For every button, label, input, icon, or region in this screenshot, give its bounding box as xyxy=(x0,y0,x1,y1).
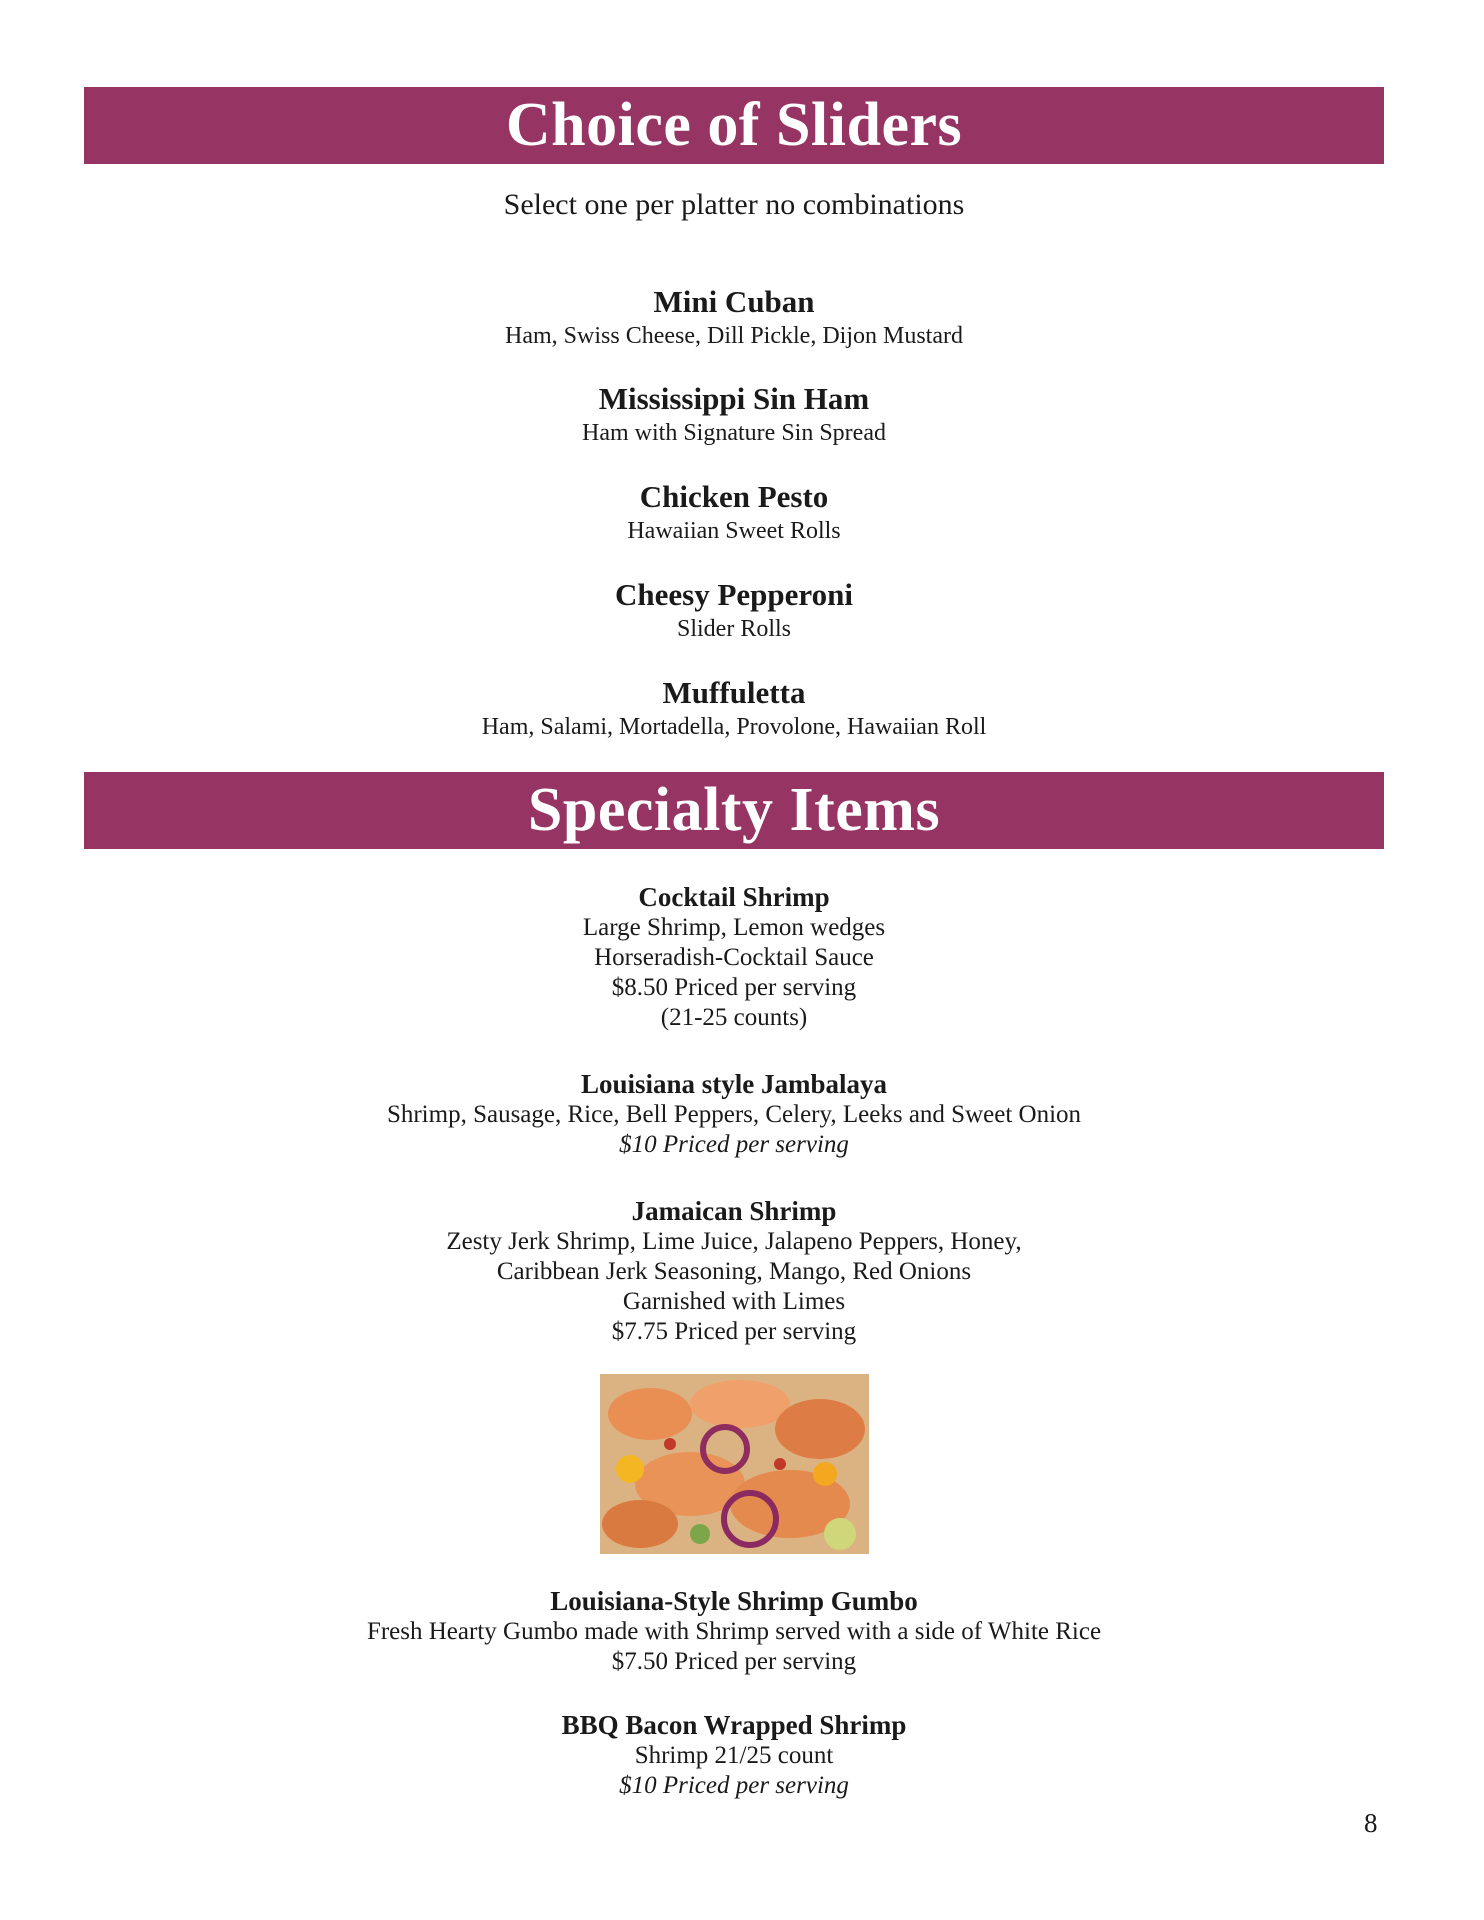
slider-desc: Ham, Swiss Cheese, Dill Pickle, Dijon Mustard xyxy=(505,323,963,349)
section-heading-specialty: Specialty Items xyxy=(84,772,1384,849)
specialty-line: Fresh Hearty Gumbo made with Shrimp served with a side of White Rice xyxy=(366,1618,1102,1645)
slider-name: Mississippi Sin Ham xyxy=(598,381,870,416)
specialty-line: Large Shrimp, Lemon wedges xyxy=(582,914,886,941)
specialty-item xyxy=(0,1195,1468,1347)
specialty-name: Louisiana-Style Shrimp Gumbo xyxy=(550,1586,918,1616)
sliders-subtitle: Select one per platter no combinations xyxy=(503,188,965,221)
specialty-price: $10 Priced per serving xyxy=(619,1772,849,1799)
slider-desc: Ham, Salami, Mortadella, Provolone, Hawaiian Roll xyxy=(481,714,987,740)
specialty-line: Zesty Jerk Shrimp, Lime Juice, Jalapeno Peppers, Honey, xyxy=(446,1228,1022,1255)
section-heading-sliders: Choice of Sliders xyxy=(84,87,1384,164)
slider-item xyxy=(0,575,1468,643)
slider-name: Cheesy Pepperoni xyxy=(615,577,853,612)
specialty-item xyxy=(0,881,1468,1033)
shrimp-dish-image xyxy=(600,1374,869,1554)
specialty-price: $7.50 Priced per serving xyxy=(611,1648,857,1675)
specialty-name: Cocktail Shrimp xyxy=(638,882,830,912)
specialty-line: Shrimp 21/25 count xyxy=(634,1742,834,1769)
specialty-line: Caribbean Jerk Seasoning, Mango, Red Onions xyxy=(496,1258,972,1285)
specialty-name: Louisiana style Jambalaya xyxy=(580,1069,888,1099)
specialty-name: BBQ Bacon Wrapped Shrimp xyxy=(561,1710,907,1740)
specialty-line: Shrimp, Sausage, Rice, Bell Peppers, Celery, Leeks and Sweet Onion xyxy=(386,1101,1082,1128)
slider-name: Mini Cuban xyxy=(653,284,815,319)
specialty-item xyxy=(0,1709,1468,1801)
specialty-item xyxy=(0,1585,1468,1677)
specialty-line: Horseradish-Cocktail Sauce xyxy=(594,944,874,971)
slider-item xyxy=(0,379,1468,447)
specialty-price: $8.50 Priced per serving xyxy=(611,974,857,1001)
specialty-line: Garnished with Limes xyxy=(622,1288,846,1315)
slider-item xyxy=(0,673,1468,741)
slider-item xyxy=(0,477,1468,545)
slider-desc: Ham with Signature Sin Spread xyxy=(582,420,886,446)
specialty-price: $7.75 Priced per serving xyxy=(611,1318,857,1345)
specialty-price: $10 Priced per serving xyxy=(619,1131,849,1158)
slider-desc: Hawaiian Sweet Rolls xyxy=(627,518,841,544)
slider-item xyxy=(0,282,1468,350)
page-number: 8 xyxy=(1364,1808,1378,1838)
slider-name: Muffuletta xyxy=(662,675,806,710)
specialty-name: Jamaican Shrimp xyxy=(631,1196,837,1226)
slider-name: Chicken Pesto xyxy=(639,479,829,514)
slider-desc: Slider Rolls xyxy=(676,616,791,642)
specialty-item xyxy=(0,1068,1468,1160)
specialty-line: (21-25 counts) xyxy=(660,1004,808,1031)
